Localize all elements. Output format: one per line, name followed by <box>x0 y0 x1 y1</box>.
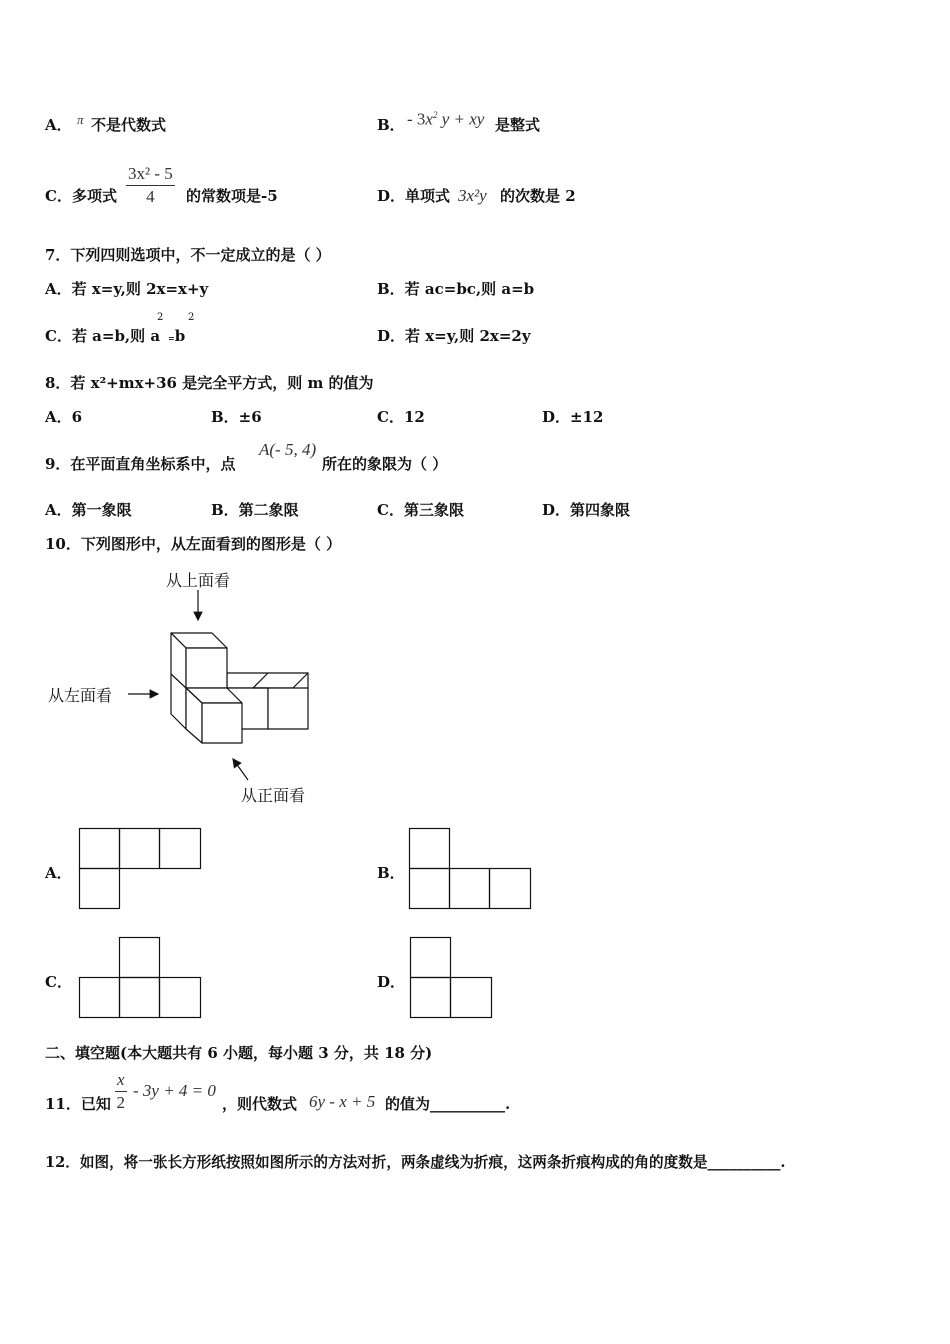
q6-option-d-text: 的次数是 2 <box>500 187 576 205</box>
q11-fraction-denominator: 2 <box>116 1093 126 1112</box>
q11-fraction-numerator: x <box>115 1069 127 1092</box>
q10-option-a-figure[interactable] <box>79 828 203 910</box>
q8-option-d: D．±12 <box>542 408 604 426</box>
q8-option-c: C．12 <box>377 408 425 426</box>
q6-option-c-denominator: 4 <box>146 187 155 206</box>
q10-option-d-label: D． <box>377 973 406 991</box>
q10-option-b-figure[interactable] <box>409 828 533 910</box>
q11-fraction <box>115 1069 127 1114</box>
q6-option-a-label: A． <box>45 116 72 134</box>
q7-option-a: A．若 x=y,则 2x=x+y <box>45 280 209 298</box>
q6-option-a-pi: π <box>77 112 84 127</box>
q8-stem: 8．若 x²+mx+36 是完全平方式，则 m 的值为 <box>45 374 374 392</box>
q6-option-c-label: C．多项式 <box>45 187 117 205</box>
q6-option-d-label: D．单项式 <box>377 187 451 205</box>
q9-stem-part2: 所在的象限为（ ） <box>322 455 448 473</box>
q6-option-c-text: 的常数项是-5 <box>186 187 278 205</box>
label-top-view: 从上面看 <box>166 571 231 590</box>
q9-stem-part1: 9．在平面直角坐标系中，点 <box>45 455 236 473</box>
q11-mid: ，则代数式 <box>222 1095 298 1113</box>
q11-equation: - 3y + 4 = 0 <box>133 1081 216 1100</box>
q6-option-c-numerator: 3x² - 5 <box>126 163 175 186</box>
q9-option-c: C．第三象限 <box>377 501 464 519</box>
q10-stem: 10．下列图形中，从左面看到的图形是（ ） <box>45 535 342 553</box>
label-front-view: 从正面看 <box>241 786 306 805</box>
q7-option-d: D．若 x=y,则 2x=2y <box>377 327 531 345</box>
q10-option-c-figure[interactable] <box>79 937 203 1019</box>
q9-point: A(- 5, 4) <box>259 440 317 459</box>
q10-option-d-figure[interactable] <box>410 937 494 1019</box>
arrow-front-view <box>233 759 248 780</box>
q6-option-d-expression: 3x²y <box>458 186 487 205</box>
q7-stem: 7．下列四则选项中，不一定成立的是（ ） <box>45 246 331 264</box>
q9-option-a: A．第一象限 <box>45 501 132 519</box>
q6-option-b-text: 是整式 <box>495 116 541 134</box>
label-left-view: 从左面看 <box>48 686 113 705</box>
q7-option-c-mid: =b <box>168 327 186 345</box>
q10-option-b-label: B． <box>377 864 405 882</box>
q11-expression: 6y - x + 5 <box>309 1092 376 1111</box>
section2-title: 二、填空题(本大题共有 6 小题，每小题 3 分，共 18 分) <box>45 1044 433 1062</box>
q7-option-c: C．若 a=b,则 a <box>45 327 161 345</box>
q9-option-d: D．第四象限 <box>542 501 631 519</box>
q7-option-c-sup1: 2 <box>157 312 164 323</box>
q10-option-c-label: C． <box>45 973 72 991</box>
q7-option-b: B．若 ac=bc,则 a=b <box>377 280 535 298</box>
q8-option-b: B．±6 <box>211 408 262 426</box>
q6-option-a-text: 不是代数式 <box>91 116 167 134</box>
q10-option-a-label: A． <box>45 864 72 882</box>
q11-lead: 11．已知 <box>45 1095 111 1113</box>
q6-option-b-expression: - $3x^2$ y + xy <box>407 109 485 129</box>
q12-text: 12．如图，将一张长方形纸按照如图所示的方法对折，两条虚线为折痕，这两条折痕构成的角的度数是__________. <box>45 1154 786 1171</box>
q9-option-b: B．第二象限 <box>211 501 299 519</box>
q7-option-c-sup2: 2 <box>188 312 195 323</box>
q8-option-a: A．6 <box>45 408 83 426</box>
q11-tail: 的值为__________. <box>385 1095 511 1113</box>
q6-option-b-label: B． <box>377 116 405 134</box>
